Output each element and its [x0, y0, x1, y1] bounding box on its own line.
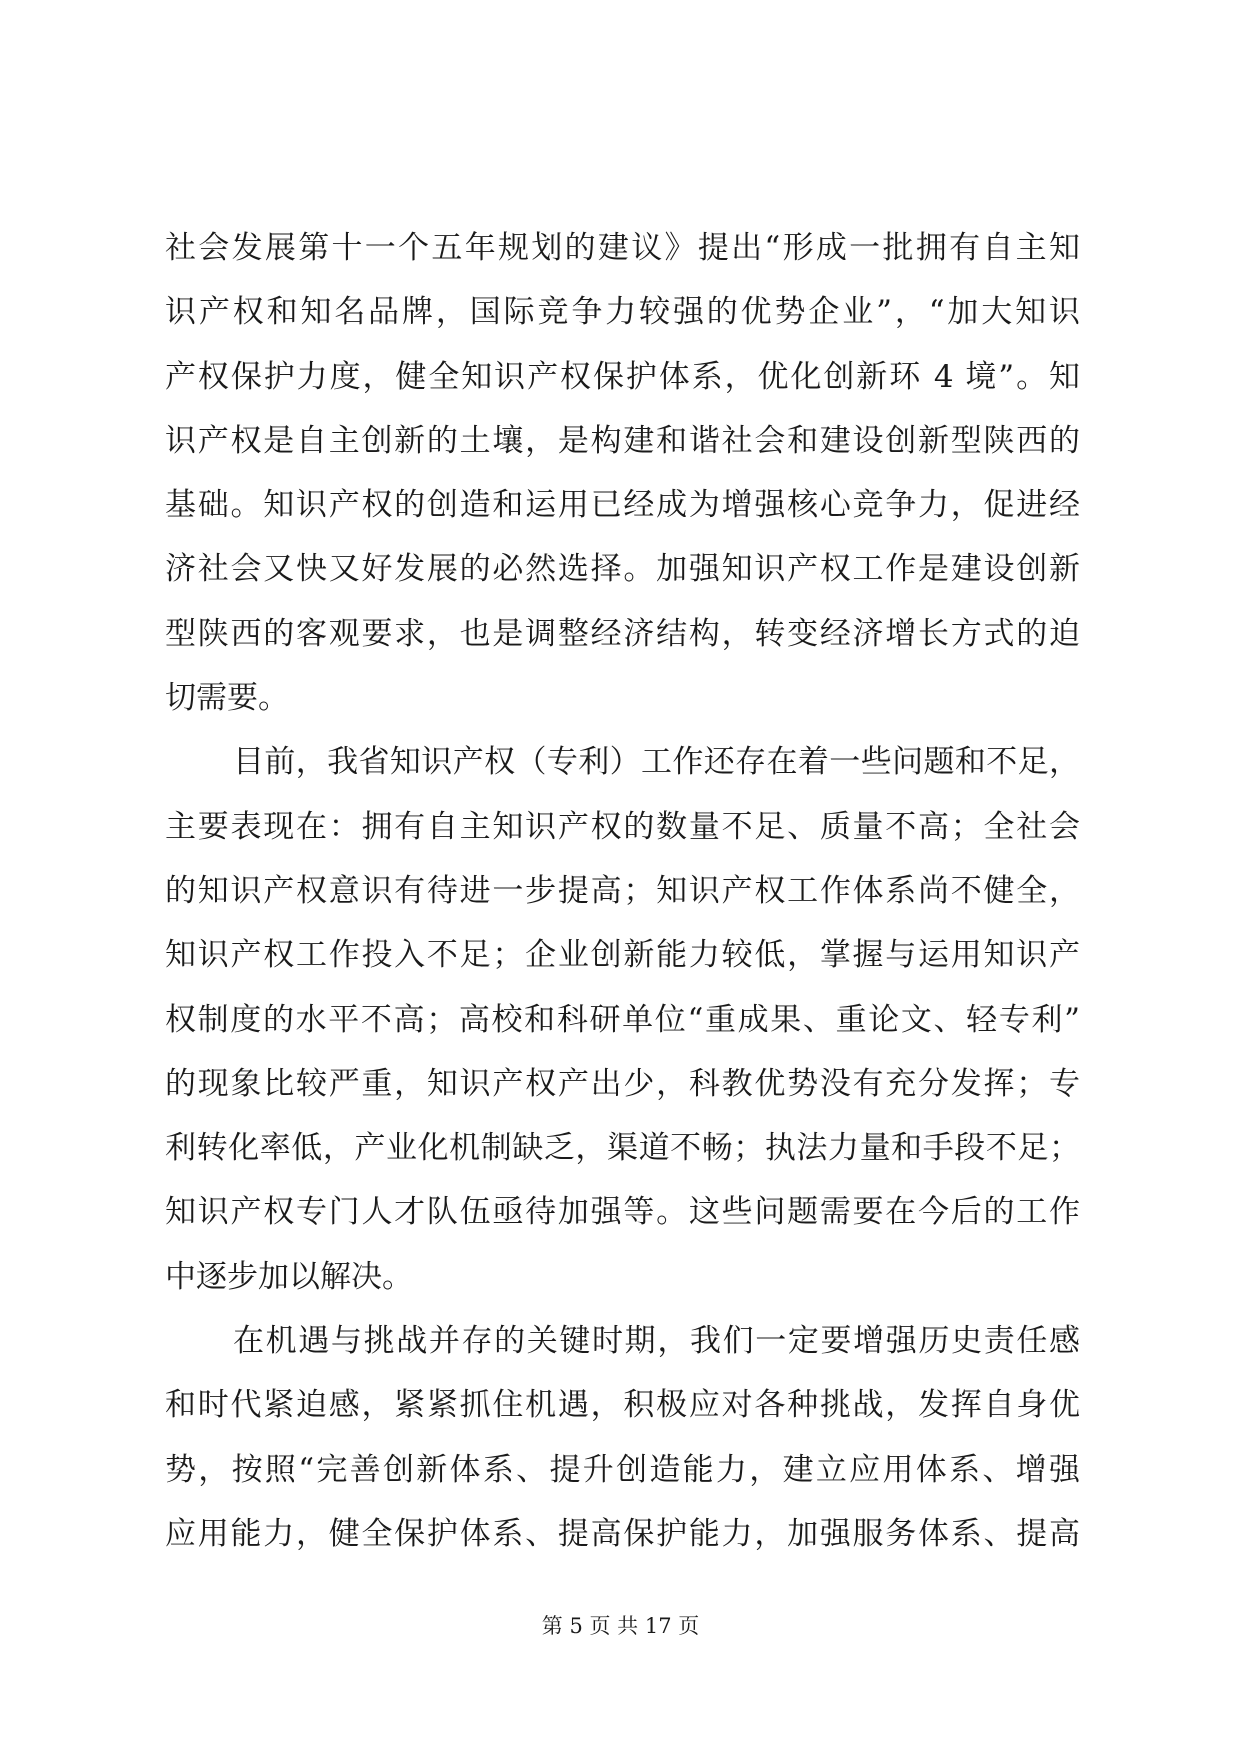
text-line: 中逐步加以解决。	[165, 1258, 413, 1295]
text-line: 识产权是自主创新的土壤，是构建和谐社会和建设创新型陕西的	[165, 422, 1080, 459]
document-body	[165, 228, 1080, 1578]
text-line: 和时代紧迫感，紧紧抓住机遇，积极应对各种挑战，发挥自身优	[165, 1387, 1080, 1424]
text-line: 主要表现在：拥有自主知识产权的数量不足、质量不高；全社会	[165, 808, 1080, 845]
text-line: 切需要。	[165, 680, 289, 717]
text-line: 型陕西的客观要求，也是调整经济结构，转变经济增长方式的迫	[165, 615, 1080, 652]
text-line: 的现象比较严重，知识产权产出少，科教优势没有充分发挥；专	[165, 1065, 1080, 1102]
text-line: 济社会又快又好发展的必然选择。加强知识产权工作是建设创新	[165, 551, 1080, 588]
text-line: 知识产权工作投入不足；企业创新能力较低，掌握与运用知识产	[165, 937, 1080, 974]
paragraph-first-line: 在机遇与挑战并存的关键时期，我们一定要增强历史责任感	[233, 1323, 1080, 1360]
page-number-footer: 第 5 页 共 17 页	[541, 1614, 700, 1638]
text-line: 识产权和知名品牌，国际竞争力较强的优势企业”，“加大知识	[165, 294, 1080, 331]
text-line: 基础。知识产权的创造和运用已经成为增强核心竞争力，促进经	[165, 487, 1080, 524]
text-line: 知识产权专门人才队伍亟待加强等。这些问题需要在今后的工作	[165, 1194, 1080, 1231]
text-line: 权制度的水平不高；高校和科研单位“重成果、重论文、轻专利”	[165, 1001, 1080, 1038]
text-line: 应用能力，健全保护体系、提高保护能力，加强服务体系、提高	[165, 1515, 1080, 1552]
paragraph-first-line: 目前，我省知识产权（专利）工作还存在着一些问题和不足，	[233, 744, 1080, 781]
text-line: 利转化率低，产业化机制缺乏，渠道不畅；执法力量和手段不足；	[165, 1130, 1080, 1167]
text-line: 的知识产权意识有待进一步提高；知识产权工作体系尚不健全，	[165, 872, 1080, 909]
text-line: 产权保护力度，健全知识产权保护体系，优化创新环 4 境”。知	[165, 358, 1080, 395]
text-line: 社会发展第十一个五年规划的建议》提出“形成一批拥有自主知	[165, 230, 1080, 266]
text-line: 势，按照“完善创新体系、提升创造能力，建立应用体系、增强	[165, 1451, 1080, 1488]
